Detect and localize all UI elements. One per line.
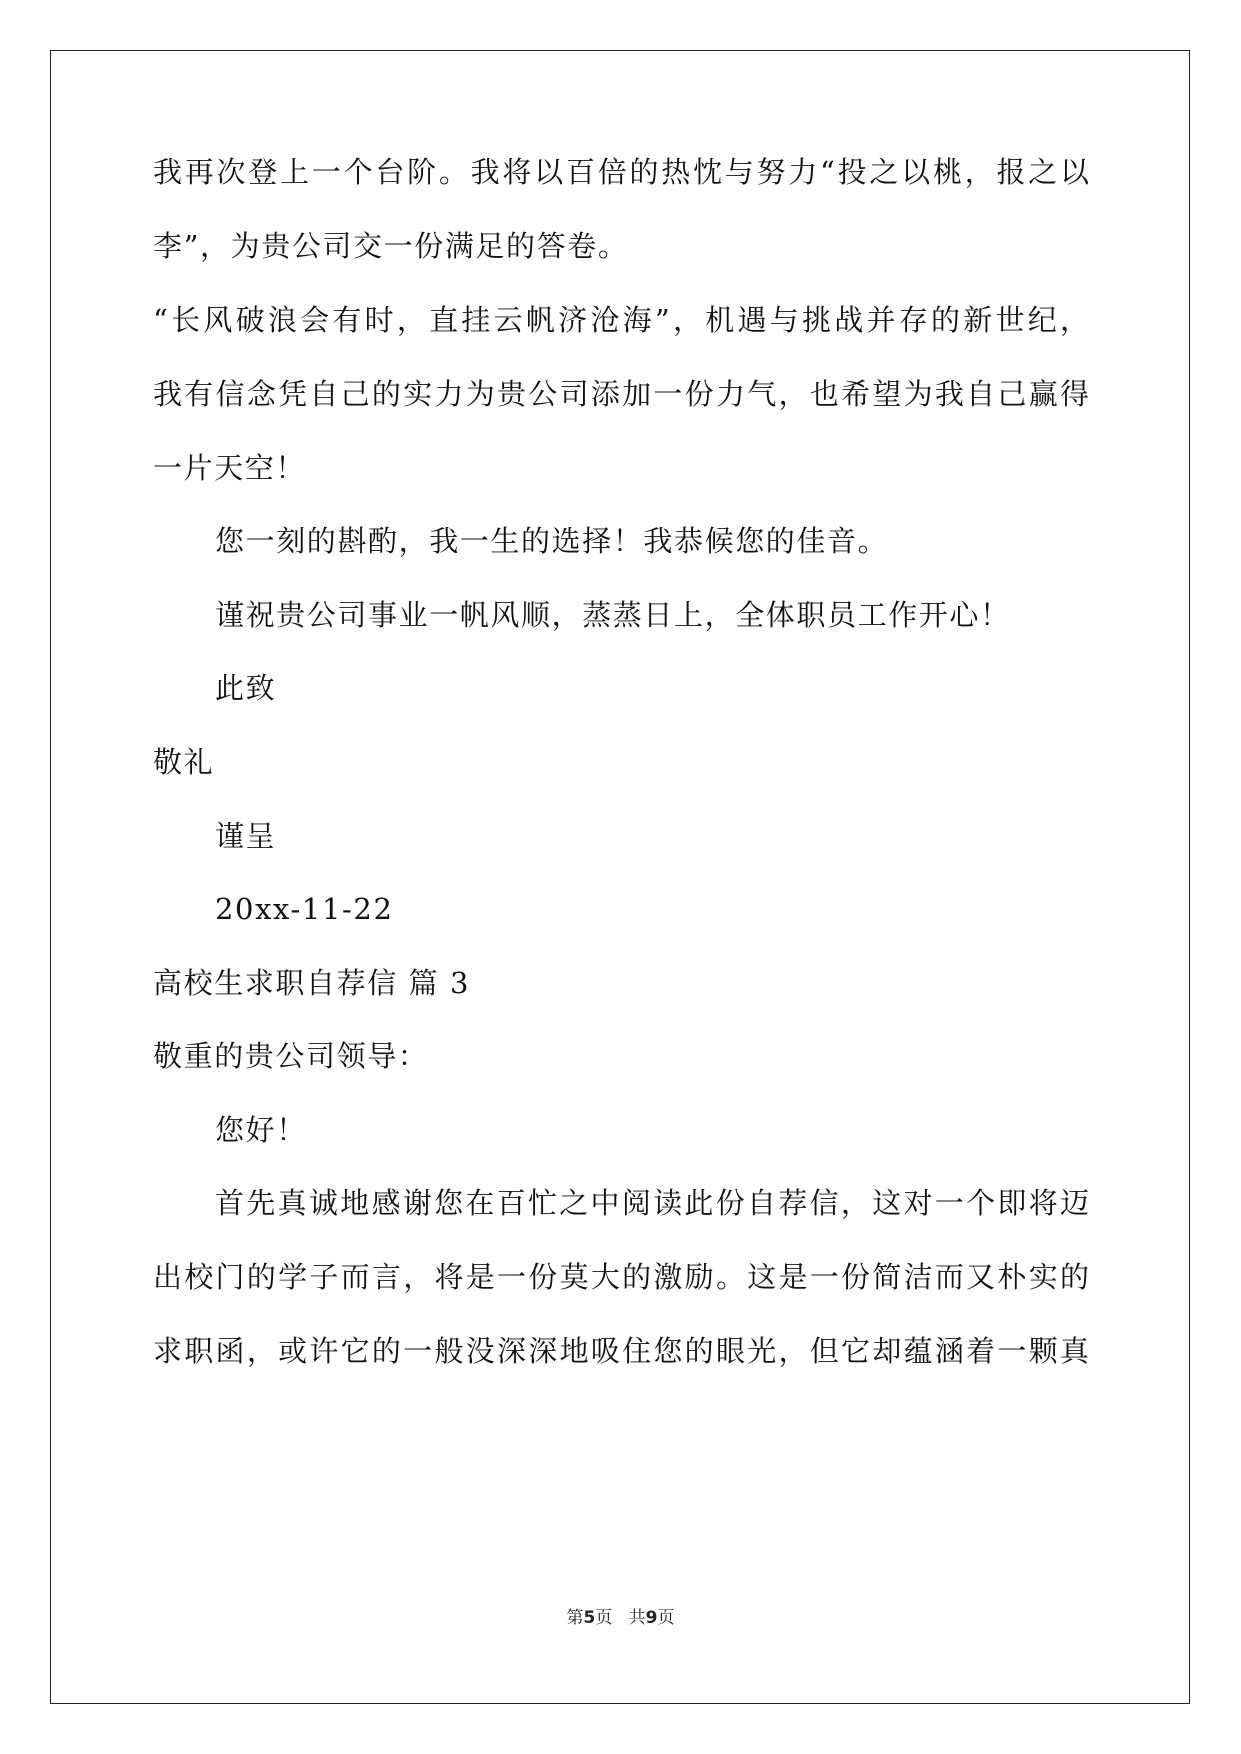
body-text-line: 出校门的学子而言，将是一份莫大的激励。这是一份简洁而又朴实的 <box>153 1260 1089 1294</box>
body-text-line: “长风破浪会有时，直挂云帆济沧海”，机遇与挑战并存的新世纪， <box>153 303 1089 337</box>
footer-page-suffix: 页 <box>595 1608 613 1628</box>
section-heading: 高校生求职自荐信 篇 3 <box>153 966 471 1000</box>
body-text-line: 您一刻的斟酌，我一生的选择！我恭候您的佳音。 <box>215 524 889 558</box>
footer-total-prefix: 共 <box>628 1608 646 1628</box>
footer-total-pages: 9 <box>645 1608 658 1628</box>
body-text-line: 我有信念凭自己的实力为贵公司添加一份力气，也希望为我自己赢得 <box>153 377 1089 411</box>
body-text-line: 谨祝贵公司事业一帆风顺，蒸蒸日上，全体职员工作开心！ <box>215 598 1011 632</box>
greeting: 您好！ <box>215 1113 307 1147</box>
footer-page-number: 5 <box>583 1608 596 1628</box>
closing-salute: 敬礼 <box>153 745 215 779</box>
page-border <box>50 50 1190 1704</box>
body-text-line: 李”，为贵公司交一份满足的答卷。 <box>153 229 629 263</box>
salutation: 敬重的贵公司领导： <box>153 1039 429 1073</box>
closing-phrase: 此致 <box>215 671 277 705</box>
body-text-line: 求职函，或许它的一般没深深地吸住您的眼光，但它却蕴涵着一颗真 <box>153 1334 1089 1368</box>
body-text-line: 一片天空！ <box>153 451 307 485</box>
page-footer <box>0 1606 1241 1630</box>
body-text-line: 首先真诚地感谢您在百忙之中阅读此份自荐信，这对一个即将迈 <box>215 1186 1089 1220</box>
footer-total-suffix: 页 <box>657 1608 675 1628</box>
body-text-line: 我再次登上一个台阶。我将以百倍的热忱与努力“投之以桃，报之以 <box>153 155 1089 189</box>
footer-prefix: 第 <box>566 1608 584 1628</box>
signature-line: 谨呈 <box>215 819 277 853</box>
letter-date: 20xx-11-22 <box>215 892 394 926</box>
